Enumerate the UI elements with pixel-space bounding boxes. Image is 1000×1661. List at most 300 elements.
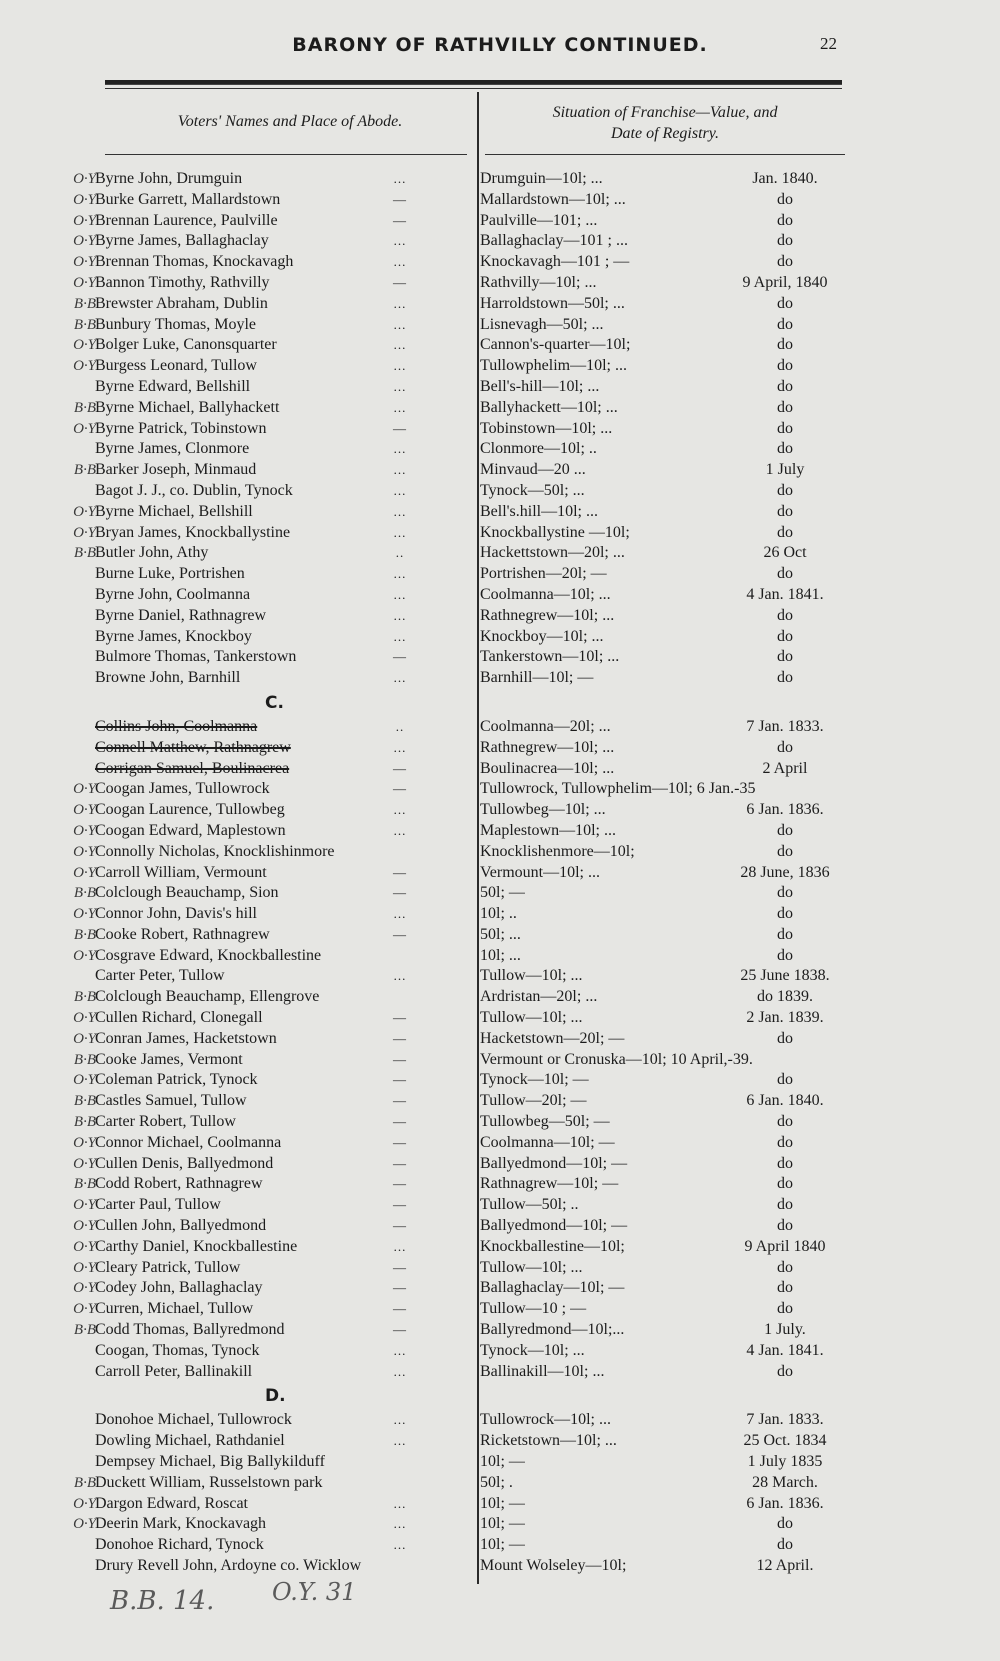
voter-name: Conran James, Hacketstown xyxy=(95,1029,277,1047)
voter-name: Byrne James, Clonmore xyxy=(95,440,250,458)
register-row xyxy=(0,1216,1000,1237)
voter-name: Browne John, Barnhill xyxy=(95,669,241,687)
voter-annotation-mark: O·Y xyxy=(73,1259,96,1276)
voter-annotation-mark: O·Y xyxy=(73,1301,96,1318)
voter-name: Dowling Michael, Rathdaniel xyxy=(95,1432,285,1450)
voter-annotation-mark: O·Y xyxy=(73,843,96,860)
franchise-situation: Paulville—101; ... xyxy=(480,211,598,229)
registry-date: do xyxy=(777,398,793,416)
franchise-situation: Clonmore—10l; .. xyxy=(480,440,597,458)
franchise-situation: Ballyedmond—10l; — xyxy=(480,1154,628,1172)
voter-annotation-mark: O·Y xyxy=(73,947,96,964)
registry-date: 9 April 1840 xyxy=(744,1237,826,1255)
franchise-situation: Coolmanna—20l; ... xyxy=(480,717,611,735)
leader-dots: — xyxy=(393,1030,407,1046)
registry-date: 28 March. xyxy=(752,1473,818,1491)
registry-date: do xyxy=(777,481,793,499)
leader-dots: — xyxy=(393,864,407,880)
registry-date: 9 April, 1840 xyxy=(742,273,828,291)
leader-dots: ... xyxy=(393,171,407,186)
registry-date: 6 Jan. 1836. xyxy=(746,1494,824,1512)
voter-annotation-mark: O·Y xyxy=(73,1010,96,1027)
franchise-situation: 10l; — xyxy=(480,1494,525,1512)
registry-date: 1 July. xyxy=(764,1321,806,1339)
voter-name: Byrne Edward, Bellshill xyxy=(95,377,251,395)
voter-name: Corrigan Samuel, Boulinacrea xyxy=(95,759,290,777)
voter-name: Dempsey Michael, Big Ballykilduff xyxy=(95,1453,325,1471)
registry-date: do xyxy=(777,1258,793,1276)
leader-dots: ... xyxy=(393,628,407,644)
leader-dots: — xyxy=(393,1259,407,1275)
voter-name: Byrne James, Knockboy xyxy=(95,627,252,645)
franchise-situation: Ballyhackett—10l; ... xyxy=(480,398,618,416)
voter-annotation-mark: B·B xyxy=(73,885,96,902)
register-rows xyxy=(0,169,1000,1577)
register-row xyxy=(0,315,1000,336)
register-row xyxy=(0,585,1000,606)
registry-date: 12 April. xyxy=(756,1557,814,1574)
leader-dots: — xyxy=(393,760,407,776)
voter-annotation-mark: O·Y xyxy=(73,1134,96,1151)
leader-dots: .. xyxy=(395,545,405,561)
voter-annotation-mark: B·B xyxy=(73,316,96,333)
voter-name: Brewster Abraham, Dublin xyxy=(95,294,268,312)
leader-dots: ... xyxy=(393,739,407,755)
register-row xyxy=(0,1431,1000,1452)
voter-name: Cooke James, Vermont xyxy=(95,1050,243,1068)
registry-date: do xyxy=(777,211,793,229)
registry-date: do xyxy=(777,565,793,583)
voter-name: Byrne Michael, Bellshill xyxy=(95,502,253,520)
column-heading-franchise-line2: Date of Registry. xyxy=(611,125,719,142)
franchise-situation: Knockballystine —10l; xyxy=(480,523,630,541)
register-row xyxy=(0,1174,1000,1195)
franchise-situation: 50l; — xyxy=(480,884,525,902)
leader-dots: — xyxy=(393,1322,407,1338)
registry-date: do xyxy=(777,377,793,395)
register-row xyxy=(0,1514,1000,1535)
leader-dots: ... xyxy=(393,906,407,922)
registry-date: 6 Jan. 1836. xyxy=(746,801,824,819)
registry-date: do xyxy=(777,294,793,312)
registry-date: 25 June 1838. xyxy=(740,967,830,985)
column-heading-voters: Voters' Names and Place of Abode. xyxy=(177,113,403,130)
register-row xyxy=(0,419,1000,440)
voter-annotation-mark: O·Y xyxy=(73,864,96,881)
register-row xyxy=(0,883,1000,904)
voter-annotation-mark: B·B xyxy=(73,545,96,562)
franchise-situation: Rathnagrew—10l; — xyxy=(480,1175,619,1193)
franchise-situation: Ballaghaclay—10l; — xyxy=(480,1279,625,1297)
voter-annotation-mark: O·Y xyxy=(73,822,96,839)
franchise-situation: Coolmanna—10l; — xyxy=(480,1133,615,1151)
registry-date: do xyxy=(777,419,793,437)
register-row xyxy=(0,502,1000,523)
leader-dots: — xyxy=(393,1010,407,1026)
franchise-situation: 10l; .. xyxy=(480,905,517,923)
franchise-situation: Tullowbeg—10l; ... xyxy=(480,801,606,819)
register-row xyxy=(0,1362,1000,1383)
voter-name: Byrne John, Coolmanna xyxy=(95,585,251,603)
leader-dots: ... xyxy=(393,822,407,838)
voter-name: Colclough Beauchamp, Ellengrove xyxy=(95,988,320,1006)
franchise-situation: Knocklishenmore—10l; xyxy=(480,842,635,860)
franchise-situation: Tynock—10l; ... xyxy=(480,1341,585,1359)
register-row xyxy=(0,1278,1000,1299)
register-row xyxy=(0,1473,1000,1494)
register-row xyxy=(0,759,1000,780)
franchise-situation: 10l; — xyxy=(480,1515,525,1533)
leader-dots: ... xyxy=(393,1412,407,1428)
register-row xyxy=(0,543,1000,564)
voter-name: Coogan James, Tullowrock xyxy=(95,780,270,798)
voter-annotation-mark: O·Y xyxy=(73,358,96,375)
franchise-situation: Tobinstown—10l; ... xyxy=(480,419,613,437)
voter-annotation-mark: O·Y xyxy=(73,1238,96,1255)
register-row xyxy=(0,821,1000,842)
registry-date: do xyxy=(777,669,793,687)
voter-annotation-mark: O·Y xyxy=(73,254,96,271)
leader-dots: — xyxy=(393,1051,407,1067)
leader-dots: ... xyxy=(393,1342,407,1358)
footer-tally-bb: B.B. 14. xyxy=(110,1586,215,1616)
voter-annotation-mark: O·Y xyxy=(73,1155,96,1172)
voter-name: Byrne Patrick, Tobinstown xyxy=(95,419,267,437)
franchise-situation: Tynock—10l; — xyxy=(480,1071,589,1089)
register-row xyxy=(0,1320,1000,1341)
voter-name: Collins John, Coolmanna xyxy=(95,717,258,735)
leader-dots: ... xyxy=(393,233,407,249)
voter-name: Burne Luke, Portrishen xyxy=(95,565,245,583)
leader-dots: — xyxy=(393,1197,407,1213)
voter-annotation-mark: B·B xyxy=(73,926,96,943)
registry-date: do xyxy=(777,502,793,520)
register-row xyxy=(0,398,1000,419)
voter-name: Duckett William, Russelstown park xyxy=(95,1473,323,1491)
page-title: BARONY OF RATHVILLY CONTINUED. xyxy=(292,34,708,56)
leader-dots: ... xyxy=(393,1495,407,1511)
footer-tally-oy: O.Y. 31 xyxy=(272,1578,357,1606)
registry-date: do xyxy=(777,1536,793,1554)
leader-dots: ... xyxy=(393,482,407,498)
register-row xyxy=(0,460,1000,481)
register-row xyxy=(0,1029,1000,1050)
section-letter-row xyxy=(0,689,1000,717)
voter-name: Deerin Mark, Knockavagh xyxy=(95,1515,267,1533)
leader-dots: ... xyxy=(393,607,407,623)
registry-date: do xyxy=(777,232,793,250)
voter-name: Bolger Luke, Canonsquarter xyxy=(95,336,277,354)
register-row xyxy=(0,717,1000,738)
leader-dots: ... xyxy=(393,586,407,602)
registry-date: do xyxy=(777,842,793,860)
register-row xyxy=(0,800,1000,821)
voter-annotation-mark: O·Y xyxy=(73,503,96,520)
voter-annotation-mark: O·Y xyxy=(73,420,96,437)
leader-dots: ... xyxy=(393,1433,407,1449)
franchise-situation: Tullow—10l; ... xyxy=(480,967,583,985)
franchise-situation: Cannon's-quarter—10l; xyxy=(480,336,631,354)
franchise-situation: Barnhill—10l; — xyxy=(480,669,594,687)
voter-annotation-mark: O·Y xyxy=(73,906,96,923)
leader-dots: — xyxy=(393,1176,407,1192)
registry-date: 4 Jan. 1841. xyxy=(746,585,824,603)
voter-name: Connor John, Davis's hill xyxy=(95,905,257,923)
franchise-situation: Ballinakill—10l; ... xyxy=(480,1362,605,1380)
registry-date: do xyxy=(777,336,793,354)
register-row xyxy=(0,1195,1000,1216)
franchise-situation: Ricketstown—10l; ... xyxy=(480,1432,617,1450)
register-row xyxy=(0,1133,1000,1154)
franchise-situation: Tullow—20l; — xyxy=(480,1092,587,1110)
register-row xyxy=(0,966,1000,987)
voter-annotation-mark: B·B xyxy=(73,462,96,479)
register-row xyxy=(0,987,1000,1008)
leader-dots: ... xyxy=(393,503,407,519)
section-letter: D. xyxy=(265,1386,286,1407)
leader-dots: — xyxy=(393,1134,407,1150)
franchise-situation: Hacketstown—20l; — xyxy=(480,1029,625,1047)
voter-name: Dargon Edward, Roscat xyxy=(95,1494,248,1512)
franchise-situation: 10l; — xyxy=(480,1536,525,1554)
voter-annotation-mark: O·Y xyxy=(73,212,96,229)
voter-name: Byrne Daniel, Rathnagrew xyxy=(95,606,267,624)
register-row xyxy=(0,1341,1000,1362)
voter-name: Connell Matthew, Rathnagrew xyxy=(95,738,291,756)
leader-dots: — xyxy=(393,1301,407,1317)
leader-dots: ... xyxy=(393,1516,407,1532)
register-row xyxy=(0,211,1000,232)
registry-date: do xyxy=(777,523,793,541)
voter-name: Carroll Peter, Ballinakill xyxy=(95,1362,253,1380)
voter-annotation-mark: O·Y xyxy=(73,171,96,187)
registry-date: 6 Jan. 1840. xyxy=(746,1092,824,1110)
register-row xyxy=(0,1237,1000,1258)
franchise-situation: Tullowbeg—50l; — xyxy=(480,1113,610,1131)
voter-name: Cosgrave Edward, Knockballestine xyxy=(95,946,322,964)
voter-annotation-mark: O·Y xyxy=(73,233,96,250)
voter-annotation-mark: O·Y xyxy=(73,524,96,541)
registry-date: 7 Jan. 1833. xyxy=(746,717,824,735)
register-row xyxy=(0,904,1000,925)
registry-date: do xyxy=(777,648,793,666)
leader-dots: ... xyxy=(393,524,407,540)
franchise-situation: Hackettstown—20l; ... xyxy=(480,544,625,562)
voter-name: Cleary Patrick, Tullow xyxy=(95,1258,241,1276)
franchise-situation: Tullow—10l; ... xyxy=(480,1258,583,1276)
leader-dots: ... xyxy=(393,295,407,311)
franchise-situation: Knockavagh—101 ; — xyxy=(480,253,630,271)
franchise-situation: Tullowrock—10l; ... xyxy=(480,1411,611,1429)
registry-date: do xyxy=(777,1217,793,1235)
register-row xyxy=(0,647,1000,668)
voter-name: Curren, Michael, Tullow xyxy=(95,1300,254,1318)
register-row xyxy=(0,1154,1000,1175)
registry-date: do xyxy=(777,1133,793,1151)
register-row xyxy=(0,231,1000,252)
voter-name: Brennan Laurence, Paulville xyxy=(95,211,278,229)
voter-name: Carter Paul, Tullow xyxy=(95,1196,221,1214)
leader-dots: — xyxy=(393,1155,407,1171)
voter-name: Coogan Edward, Maplestown xyxy=(95,821,286,839)
register-row xyxy=(0,1112,1000,1133)
registry-date: 4 Jan. 1841. xyxy=(746,1341,824,1359)
registry-date: do xyxy=(777,1300,793,1318)
leader-dots: — xyxy=(393,649,407,665)
register-row xyxy=(0,925,1000,946)
leader-dots: ... xyxy=(393,378,407,394)
voter-annotation-mark: B·B xyxy=(73,1093,96,1110)
register-row xyxy=(0,779,1000,800)
franchise-situation: Tynock—50l; ... xyxy=(480,481,585,499)
registry-date: do xyxy=(777,1175,793,1193)
voter-name: Carthy Daniel, Knockballestine xyxy=(95,1237,298,1255)
voter-annotation-mark: B·B xyxy=(73,1474,96,1491)
leader-dots: ... xyxy=(393,254,407,270)
voter-name: Connor Michael, Coolmanna xyxy=(95,1133,282,1151)
registry-date: 1 July 1835 xyxy=(747,1453,823,1471)
voter-name: Colclough Beauchamp, Sion xyxy=(95,884,279,902)
header-rule-thick xyxy=(105,80,842,85)
franchise-situation: Bell's.hill—10l; ... xyxy=(480,502,598,520)
franchise-situation: Ardristan—20l; ... xyxy=(480,988,598,1006)
registry-date: 28 June, 1836 xyxy=(740,863,830,881)
page-number: 22 xyxy=(820,34,837,53)
voter-name: Castles Samuel, Tullow xyxy=(95,1092,247,1110)
voter-annotation-mark: B·B xyxy=(73,1322,96,1339)
voter-name: Connolly Nicholas, Knocklishinmore xyxy=(95,842,335,860)
leader-dots: — xyxy=(393,1072,407,1088)
voter-annotation-mark: B·B xyxy=(73,1114,96,1131)
registry-date: do xyxy=(777,821,793,839)
voter-name: Carter Robert, Tullow xyxy=(95,1113,236,1131)
franchise-situation: Tullowphelim—10l; ... xyxy=(480,357,627,375)
registry-date: do xyxy=(777,253,793,271)
leader-dots: — xyxy=(393,1093,407,1109)
leader-dots: ... xyxy=(393,316,407,332)
leader-dots: — xyxy=(393,1218,407,1234)
registry-date: do xyxy=(777,190,793,208)
registry-date: do xyxy=(777,1515,793,1533)
register-row xyxy=(0,1494,1000,1515)
column-heading-franchise xyxy=(485,102,845,144)
registry-date: 25 Oct. 1834 xyxy=(743,1432,827,1450)
header-rule-thin xyxy=(105,88,842,89)
voter-name: Burgess Leonard, Tullow xyxy=(95,357,257,375)
voter-name: Brennan Thomas, Knockavagh xyxy=(95,253,294,271)
register-row xyxy=(0,335,1000,356)
leader-dots: ... xyxy=(393,670,407,686)
voter-annotation-mark: O·Y xyxy=(73,1280,96,1297)
voter-name: Codd Thomas, Ballyredmond xyxy=(95,1321,285,1339)
franchise-situation: Ballyredmond—10l;... xyxy=(480,1321,625,1339)
leader-dots: — xyxy=(393,212,407,228)
registry-date: do xyxy=(777,1362,793,1380)
franchise-situation: 10l; — xyxy=(480,1453,525,1471)
voter-name: Coogan, Thomas, Tynock xyxy=(95,1341,260,1359)
voter-name: Cullen John, Ballyedmond xyxy=(95,1217,267,1235)
franchise-situation: Minvaud—20 ... xyxy=(480,461,586,479)
registry-date: 7 Jan. 1833. xyxy=(746,1411,824,1429)
register-row xyxy=(0,1535,1000,1556)
registry-date: do xyxy=(777,1154,793,1172)
section-letter-row xyxy=(0,1382,1000,1410)
franchise-situation: Harroldstown—50l; ... xyxy=(480,294,625,312)
registry-date: do xyxy=(777,1196,793,1214)
voter-name: Bagot J. J., co. Dublin, Tynock xyxy=(95,481,293,499)
franchise-situation: Drumguin—10l; ... xyxy=(480,170,603,187)
register-row xyxy=(0,668,1000,689)
franchise-situation: Boulinacrea—10l; ... xyxy=(480,759,615,777)
voter-annotation-mark: O·Y xyxy=(73,274,96,291)
register-row xyxy=(0,273,1000,294)
register-row xyxy=(0,738,1000,759)
voter-annotation-mark: B·B xyxy=(73,989,96,1006)
voter-annotation-mark: B·B xyxy=(73,1051,96,1068)
franchise-situation: Portrishen—20l; — xyxy=(480,565,607,583)
leader-dots: — xyxy=(393,420,407,436)
voter-name: Bulmore Thomas, Tankerstown xyxy=(95,648,297,666)
registry-date: do xyxy=(777,905,793,923)
voter-annotation-mark: O·Y xyxy=(73,337,96,354)
leader-dots: .. xyxy=(395,718,405,734)
voter-name: Butler John, Athy xyxy=(95,544,209,562)
leader-dots: ... xyxy=(393,462,407,478)
heading-underline-left xyxy=(105,154,467,155)
franchise-situation: Bell's-hill—10l; ... xyxy=(480,377,600,395)
register-row xyxy=(0,842,1000,863)
column-heading-franchise-line1: Situation of Franchise—Value, and xyxy=(552,104,778,121)
voter-name: Coleman Patrick, Tynock xyxy=(95,1071,258,1089)
voter-name: Burke Garrett, Mallardstown xyxy=(95,190,281,208)
registry-date: do xyxy=(777,946,793,964)
franchise-situation: Rathnegrew—10l; ... xyxy=(480,738,615,756)
voter-annotation-mark: O·Y xyxy=(73,1197,96,1214)
register-row xyxy=(0,252,1000,273)
voter-name: Barker Joseph, Minmaud xyxy=(95,461,257,479)
leader-dots: — xyxy=(393,1114,407,1130)
franchise-situation: Lisnevagh—50l; ... xyxy=(480,315,604,333)
franchise-situation: Ballyedmond—10l; — xyxy=(480,1217,628,1235)
registry-date: do xyxy=(777,884,793,902)
voter-name: Cooke Robert, Rathnagrew xyxy=(95,925,270,943)
franchise-situation: Tullow—10l; ... xyxy=(480,1009,583,1027)
registry-date: do xyxy=(777,357,793,375)
voter-name: Cullen Richard, Clonegall xyxy=(95,1009,263,1027)
leader-dots: — xyxy=(393,885,407,901)
register-row xyxy=(0,1050,1000,1071)
franchise-situation: Vermount—10l; ... xyxy=(480,863,600,881)
register-row xyxy=(0,606,1000,627)
registry-date: 1 July xyxy=(765,461,805,479)
leader-dots: ... xyxy=(393,1238,407,1254)
franchise-situation: 50l; . xyxy=(480,1473,513,1491)
leader-dots: ... xyxy=(393,1537,407,1553)
franchise-situation: Tullow—10 ; — xyxy=(480,1300,587,1318)
register-row xyxy=(0,356,1000,377)
register-row xyxy=(0,377,1000,398)
register-row xyxy=(0,1556,1000,1577)
voter-name: Carroll William, Vermount xyxy=(95,863,267,881)
voter-annotation-mark: O·Y xyxy=(73,1495,96,1512)
franchise-situation: 50l; ... xyxy=(480,925,521,943)
leader-dots: ... xyxy=(393,566,407,582)
voter-name: Carter Peter, Tullow xyxy=(95,967,225,985)
leader-dots: ... xyxy=(393,802,407,818)
register-row xyxy=(0,1258,1000,1279)
franchise-situation: Knockballestine—10l; xyxy=(480,1237,625,1255)
leader-dots: ... xyxy=(393,441,407,457)
